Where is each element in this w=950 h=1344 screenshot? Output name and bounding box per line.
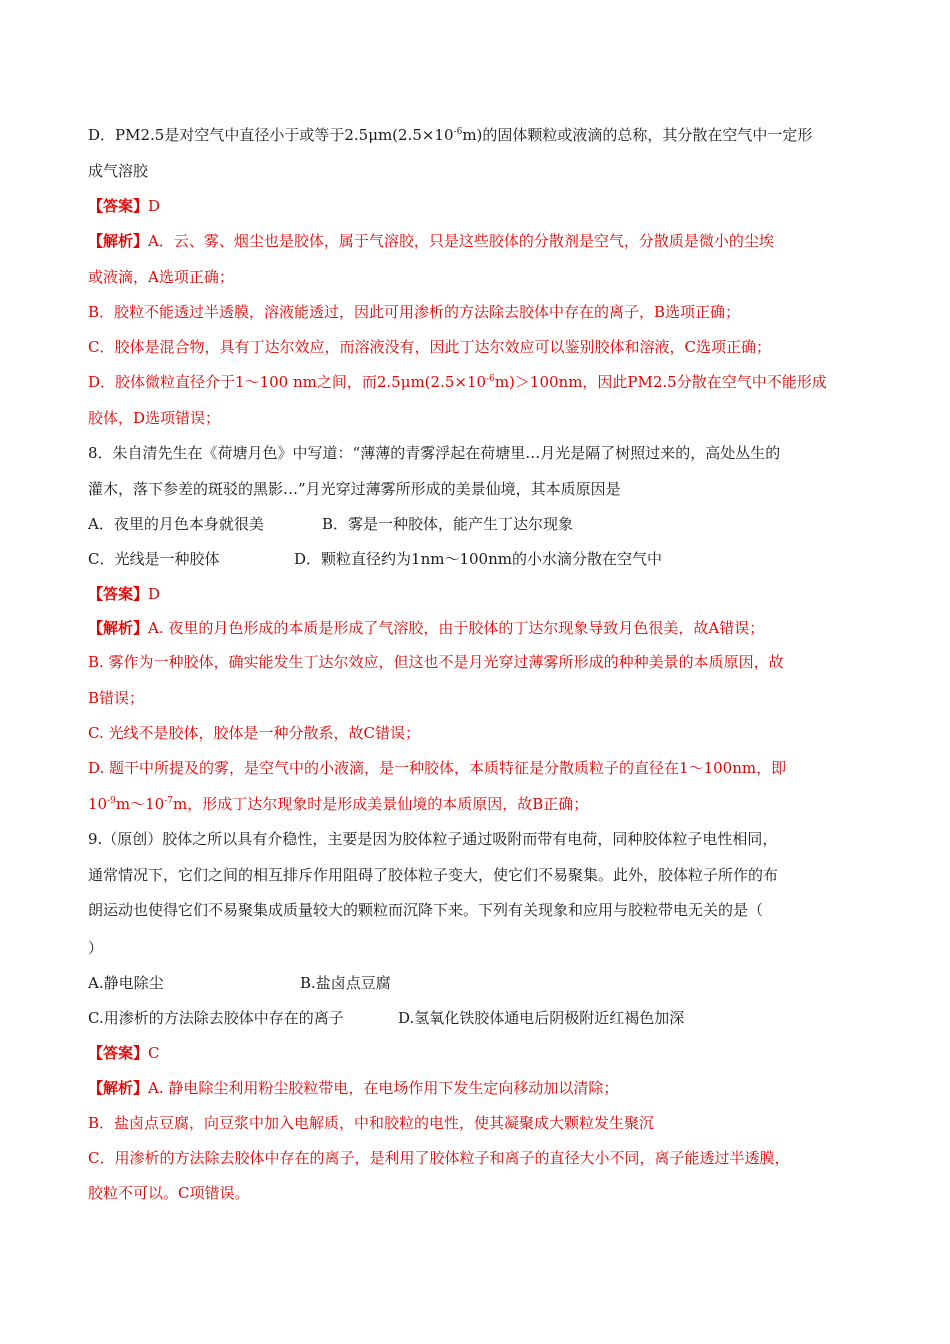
q9-stem-line3: 朗运动也使得它们不易聚集成质量较大的颗粒而沉降下来。下列有关现象和应用与胶粒带电无关的是（ <box>88 901 764 919</box>
q8-explanation-b1: B. 雾作为一种胶体，确实能发生丁达尔效应，但这也不是月光穿过薄雾所形成的种种美景的本质原因，故 <box>88 653 784 671</box>
q8-explanation-d2: $10^{-9}m\sim 10^{-7}m$，形成丁达尔现象时是形成美景仙境的本质原因，故B正确； <box>88 795 589 813</box>
q9-stem-line1: 9.（原创）胶体之所以具有介稳性，主要是因为胶体粒子通过吸附而带有电荷，同种胶体粒子电性相同， <box>88 830 778 848</box>
q8-options-cd <box>88 549 868 569</box>
q8-stem-line2: 灌木，落下参差的斑驳的黑影…”月光穿过薄雾所形成的美景仙境，其本质原因是 <box>88 480 621 498</box>
q9-stem-line4: ） <box>88 939 104 957</box>
q9-options-cd <box>88 1008 868 1028</box>
q7-explanation-a2: 或液滴，A选项正确； <box>88 268 234 286</box>
q8-explanation-d1: D. 题干中所提及的雾，是空气中的小液滴，是一种胶体，本质特征是分散质粒子的直径在1～100nm，即 <box>88 759 787 777</box>
explanation-tag: 【解析】 <box>88 619 149 637</box>
q8-stem-line1: 8．朱自清先生在《荷塘月色》中写道：“薄薄的青雾浮起在荷塘里…月光是隔了树照过来的，高处丛生的 <box>88 444 781 462</box>
q8-option-b: B．雾是一种胶体，能产生丁达尔现象 <box>322 515 574 533</box>
q8-answer <box>88 584 868 604</box>
answer-value: C <box>148 1044 160 1062</box>
q8-explanation-c: C. 光线不是胶体，胶体是一种分散系，故C错误； <box>88 724 420 742</box>
q9-options-ab <box>88 973 868 993</box>
explanation-tag: 【解析】 <box>88 1079 149 1097</box>
q7-option-d-line1: D．PM2.5是对空气中直径小于或等于$2.5\mu m(2.5\times 10^{-6}m)$的固体颗粒或液滴的总称，其分散在空气中一定形 <box>88 126 813 144</box>
q9-option-d: D.氢氧化铁胶体通电后阴极附近红褐色加深 <box>398 1009 685 1027</box>
q8-explanation-a: 【解析】A. 夜里的月色形成的本质是形成了气溶胶，由于胶体的丁达尔现象导致月色很美，故A错误； <box>88 619 765 637</box>
q8-option-a: A．夜里的月色本身就很美 <box>88 515 264 533</box>
q9-explanation-a: 【解析】A. 静电除尘利用粉尘胶粒带电，在电场作用下发生定向移动加以清除； <box>88 1079 619 1097</box>
q9-stem-line2: 通常情况下，它们之间的相互排斥作用阻碍了胶体粒子变大，使它们不易聚集。此外，胶体粒子所作的布 <box>88 866 779 884</box>
q7-explanation-c: C．胶体是混合物，具有丁达尔效应，而溶液没有，因此丁达尔效应可以鉴别胶体和溶液，C选项正确； <box>88 338 771 356</box>
q8-option-c: C．光线是一种胶体 <box>88 550 220 568</box>
q9-explanation-b: B．盐卤点豆腐，向豆浆中加入电解质，中和胶粒的电性，使其凝聚成大颗粒发生聚沉 <box>88 1114 655 1132</box>
q8-options-ab <box>88 514 868 534</box>
answer-tag: 【答案】 <box>88 585 149 603</box>
q7-explanation-d2: 胶体，D选项错误； <box>88 409 221 427</box>
q7-explanation-b: B．胶粒不能透过半透膜，溶液能透过，因此可用渗析的方法除去胶体中存在的离子，B选项正确； <box>88 303 741 321</box>
q9-explanation-c2: 胶粒不可以。C项错误。 <box>88 1184 250 1202</box>
answer-value: D <box>148 197 161 215</box>
q8-option-d: D．颗粒直径约为1nm～100nm的小水滴分散在空气中 <box>294 550 662 568</box>
q8-explanation-b2: B错误； <box>88 689 145 707</box>
q7-explanation-d1: D．胶体微粒直径介于1～100 nm之间，而$2.5\mu m(2.5\times 10^{-6}m)>100nm$，因此PM2.5分散在空气中不能形成 <box>88 373 827 391</box>
q7-option-d-line2: 成气溶胶 <box>88 162 149 180</box>
explanation-tag: 【解析】 <box>88 232 149 250</box>
q9-option-b: B.盐卤点豆腐 <box>300 974 391 992</box>
q9-option-a: A.静电除尘 <box>88 974 164 992</box>
q9-explanation-c1: C．用渗析的方法除去胶体中存在的离子，是利用了胶体粒子和离子的直径大小不同，离子能透过半透膜， <box>88 1149 790 1167</box>
answer-value: D <box>148 585 161 603</box>
q9-answer <box>88 1043 868 1063</box>
answer-tag: 【答案】 <box>88 197 149 215</box>
answer-tag: 【答案】 <box>88 1044 149 1062</box>
q7-answer <box>88 196 868 216</box>
q9-option-c: C.用渗析的方法除去胶体中存在的离子 <box>88 1009 344 1027</box>
q7-explanation-a1: 【解析】A．云、雾、烟尘也是胶体，属于气溶胶，只是这些胶体的分散剂是空气，分散质是微小的尘埃 <box>88 232 774 250</box>
